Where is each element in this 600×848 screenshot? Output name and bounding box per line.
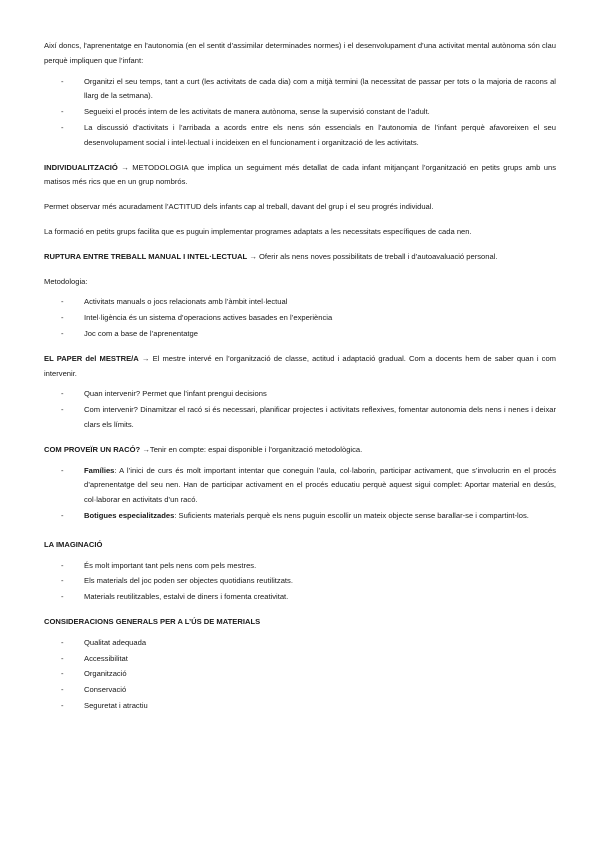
imaginacio-heading: LA IMAGINACIÓ (44, 539, 103, 549)
paper-mestre-heading: EL PAPER del MESTRE/A (44, 353, 139, 363)
actitud-paragraph: Permet observar més acuradament l’ACTITUD dels infants cap al treball, davant del grup i el seu progrés individual. (44, 202, 434, 212)
list-item: - La discussió d’activitats i l’arribada a acords entre els nens són essencials en l’autonomia de l’infant perquè afavoreixen el seu desenvolupament social i intel·lectual i incideixen en el funcionament i organització de les activitats. (44, 121, 556, 151)
botigues-term: Botigues especialitzades (84, 510, 175, 520)
intro-paragraph: Així doncs, l’aprenentatge en l’autonomia (en el sentit d’assimilar determinades normes) i el desenvolupament d’una activitat mental autònoma són clau perquè impliquen que l’infant: (44, 41, 556, 65)
metodologia-list (44, 295, 556, 341)
list-item: - Els materials del joc poden ser objectes quotidians reutilitzats. (44, 574, 556, 589)
proveir-paragraph (44, 443, 556, 458)
list-item: - Intel·ligència és un sistema d’operacions actives basades en l’experiència (44, 311, 556, 326)
list-item: - Com intervenir? Dinamitzar el racó si és necessari, planificar projectes i activitats reflexives, fomentar autonomia dels nens i nenes i deixar clars els límits. (44, 403, 556, 433)
ruptura-text: → Oferir als nens noves possibilitats de treball i d’autoavaluació personal. (247, 251, 498, 261)
list-item: - Seguretat i atractiu (44, 699, 556, 714)
individualitzacio-heading: INDIVIDUALITZACIÓ (44, 162, 118, 172)
list-item (44, 509, 556, 524)
paper-mestre-list (44, 387, 556, 432)
list-item: - Organitzi el seu temps, tant a curt (les activitats de cada dia) com a mitjà termini (la necessitat de passar per tots o la majoria de racons al llarg de la setmana). (44, 75, 556, 105)
list-item (44, 464, 556, 508)
botigues-text: : Suficients materials perquè els nens puguin escollir un mateix objecte sense barallar-se i compartint-los. (174, 510, 529, 520)
list-item: - Qualitat adequada (44, 636, 556, 651)
consideracions-heading: CONSIDERACIONS GENERALS PER A L’ÚS DE MATERIALS (44, 616, 261, 626)
families-term: Famílies (84, 465, 115, 475)
consideracions-list (44, 636, 556, 714)
list-item: - Joc com a base de l’aprenentatge (44, 327, 556, 342)
list-item: - Conservació (44, 683, 556, 698)
ruptura-paragraph (44, 250, 556, 265)
paper-mestre-paragraph (44, 352, 556, 382)
individualitzacio-paragraph (44, 161, 556, 191)
list-item: - Accessibilitat (44, 652, 556, 667)
list-item: - Organització (44, 667, 556, 682)
paper-mestre-text: → El mestre intervé en l’organització de classe, actitud i adaptació gradual. Com a docents hem de saber quan i com intervenir. (44, 353, 556, 378)
individualitzacio-text: → METODOLOGIA que implica un seguiment més detallat de cada infant mitjançant l’organització en petits grups amb uns matisos més rics que en un grup nombrós. (44, 162, 556, 187)
proveir-heading: COM PROVEÏR UN RACÓ? (44, 444, 141, 454)
list-item: - És molt important tant pels nens com pels mestres. (44, 559, 556, 574)
proveir-list (44, 464, 556, 524)
list-item: - Materials reutilitzables, estalvi de diners i fomenta creativitat. (44, 590, 556, 605)
metodologia-label: Metodologia: (44, 276, 88, 286)
document-page (44, 39, 556, 724)
list-item: - Activitats manuals o jocs relacionats amb l’àmbit intel·lectual (44, 295, 556, 310)
imaginacio-list (44, 559, 556, 605)
intro-list (44, 75, 556, 151)
list-item: - Segueixi el procés intern de les activitats de manera autònoma, sense la supervisió constant de l’adult. (44, 105, 556, 120)
proveir-text: →Tenir en compte: espai disponible i l’organització metodològica. (140, 444, 363, 454)
families-text: : A l’inici de curs és molt important intentar que coneguin l’aula, col·laborin, participar activament, que s’involucrin en el procés d’aprenentatge del seu nen. Han de participar activament en el procés educatiu perquè aquest sigui complet: Aportar material en desús, col·laborar en activitats d’un racó. (84, 465, 556, 505)
list-item: - Quan intervenir? Permet que l’infant prengui decisions (44, 387, 556, 402)
formacio-paragraph: La formació en petits grups facilita que es puguin implementar programes adaptats a les necessitats específiques de cada nen. (44, 226, 472, 236)
ruptura-heading: RUPTURA ENTRE TREBALL MANUAL I INTEL·LECTUAL (44, 251, 248, 261)
